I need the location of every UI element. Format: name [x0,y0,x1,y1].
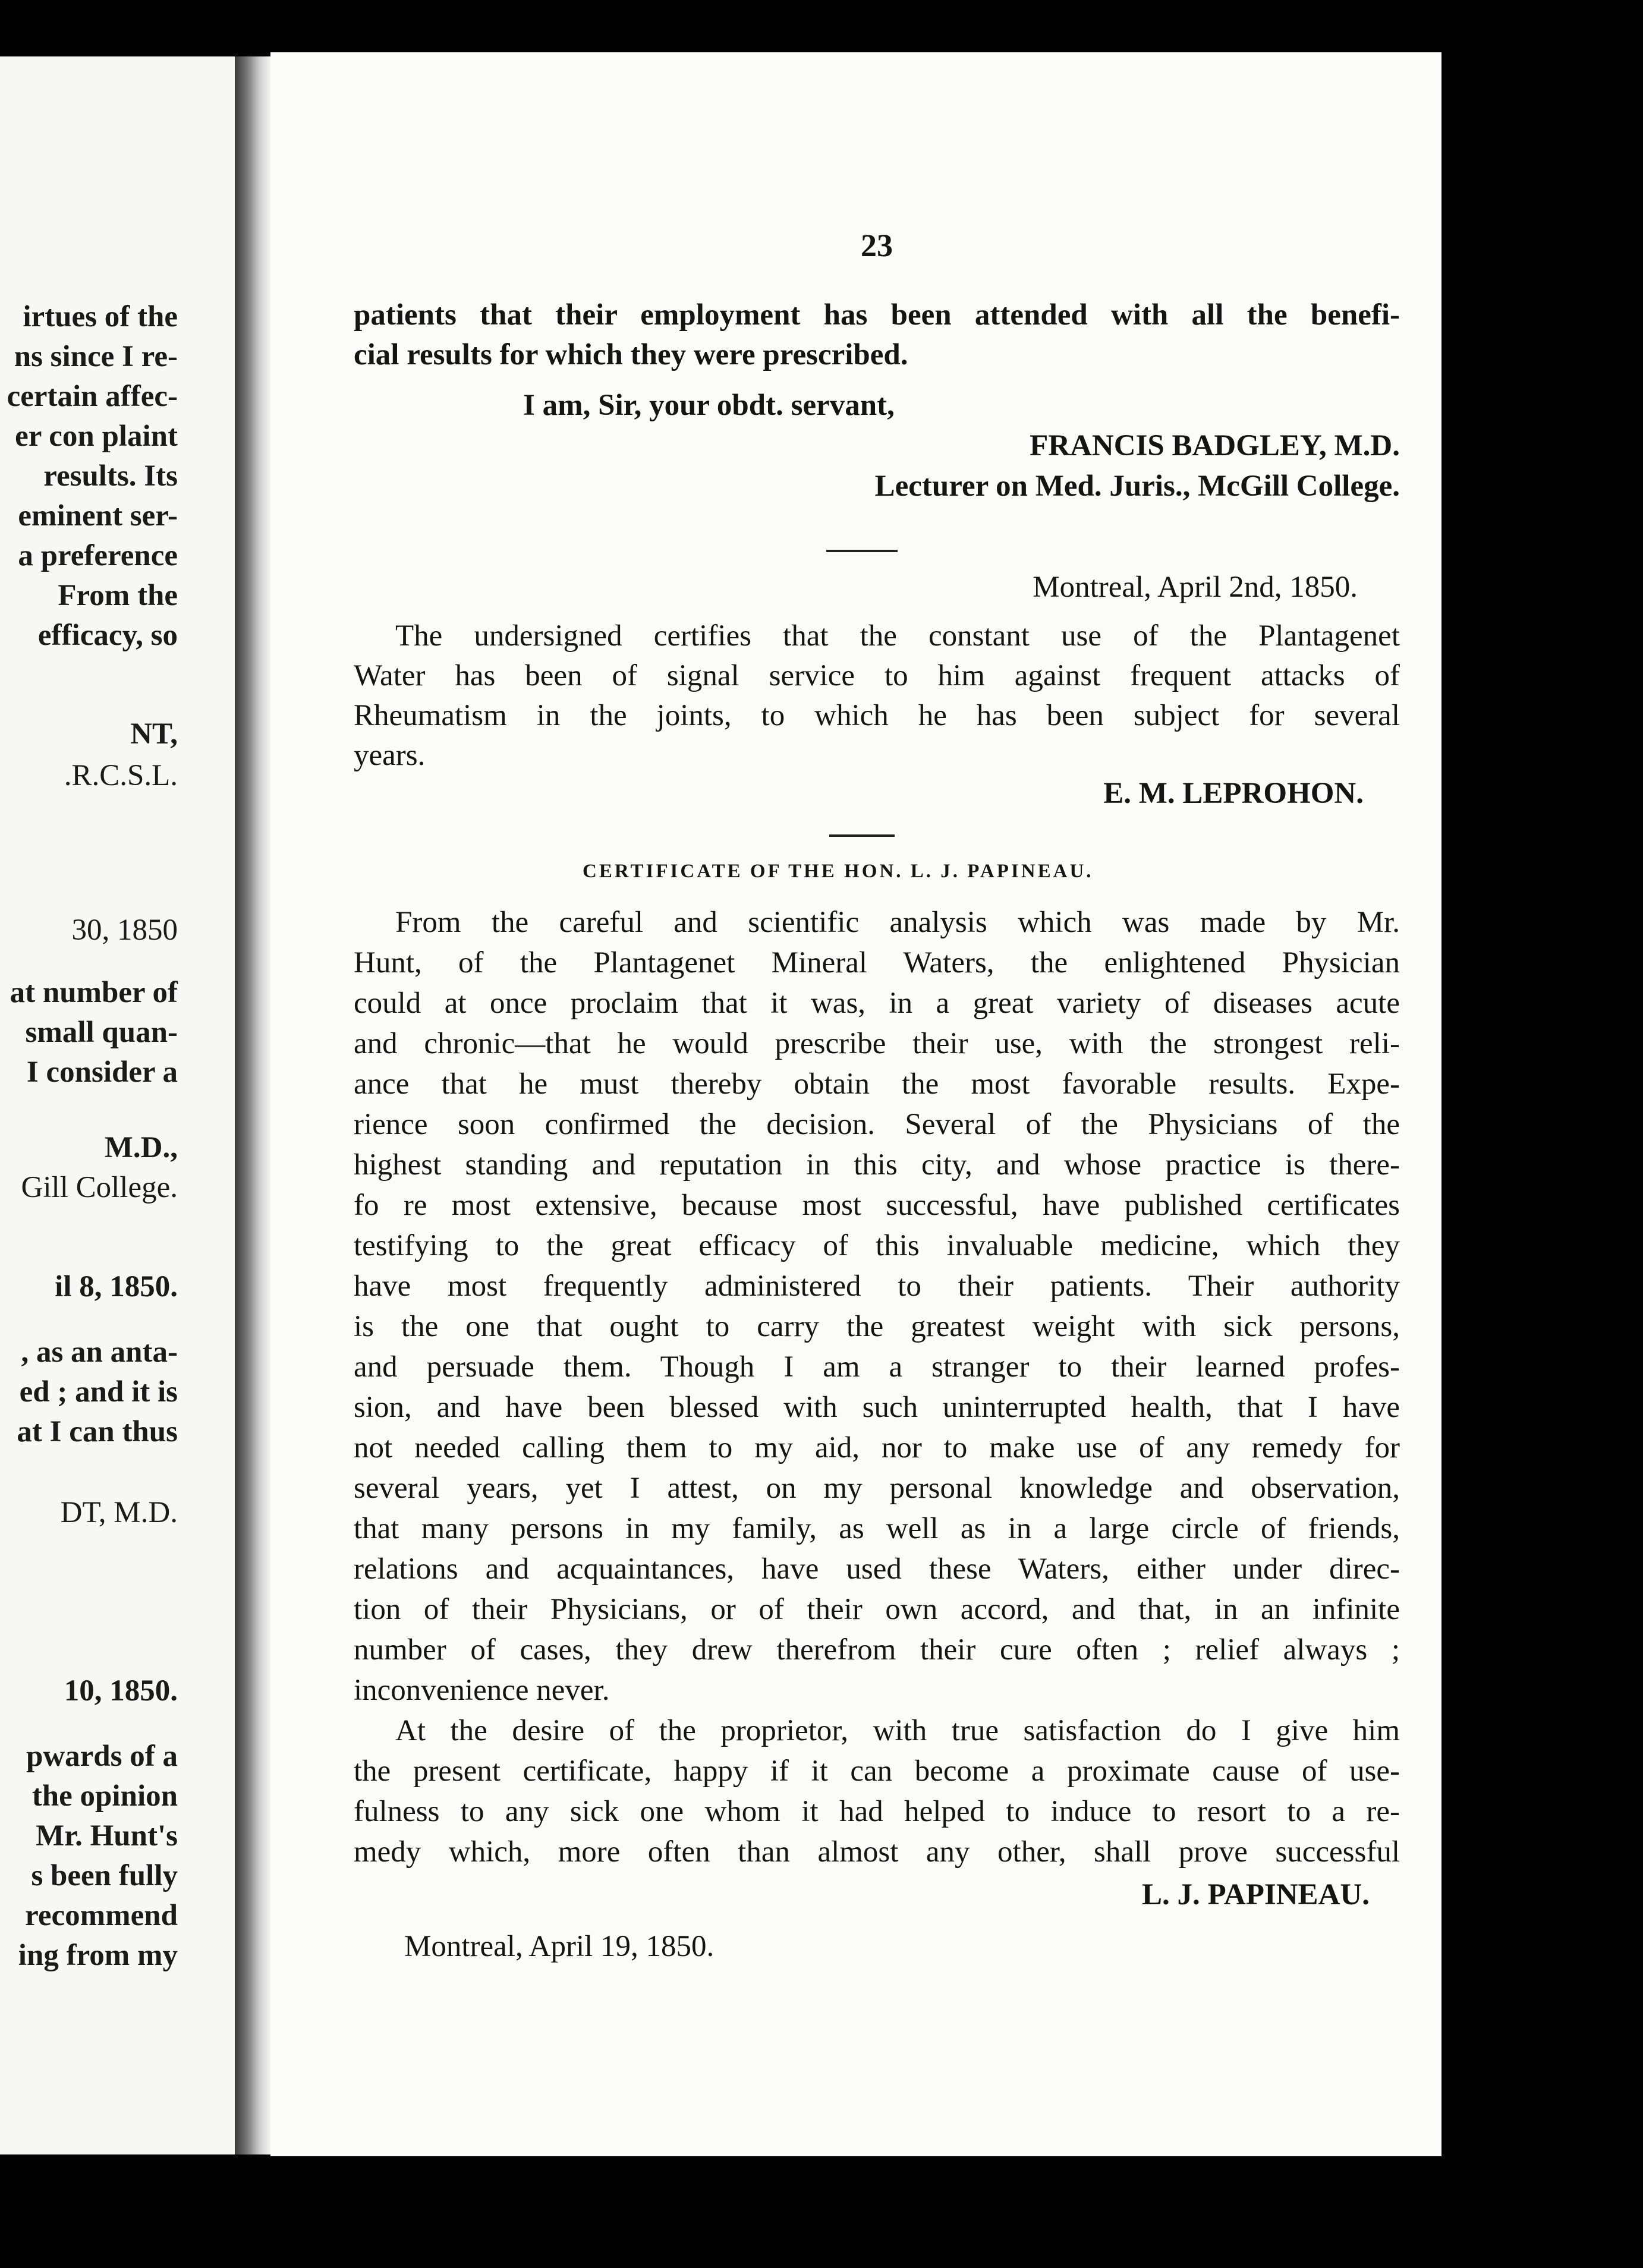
paragraph-line: is the one that ought to carry the greatest weight with sick persons, [354,1310,1400,1343]
left-text-line: Mr. Hunt's [36,1819,178,1853]
letter-closing: I am, Sir, your obdt. servant, [523,389,895,422]
left-text-line: M.D., [104,1131,178,1164]
paragraph-line: relations and acquaintances, have used these Waters, either under direc- [354,1552,1400,1586]
date-leprohon: Montreal, April 2nd, 1850. [1033,571,1358,604]
paragraph-line: several years, yet I attest, on my personal knowledge and observation, [354,1472,1400,1505]
left-text-line: Gill College. [21,1171,178,1204]
date-papineau: Montreal, April 19, 1850. [404,1930,715,1963]
left-text-line: irtues of the [23,300,178,333]
left-text-line: .R.C.S.L. [64,759,178,792]
paragraph-line: could at once proclaim that it was, in a great variety of diseases acute [354,987,1400,1020]
section-divider [826,550,898,552]
page-number: 23 [861,228,893,263]
signature-title: Lecturer on Med. Juris., McGill College. [874,470,1400,503]
paragraph-line: testifying to the great efficacy of this invaluable medicine, which they [354,1229,1400,1262]
left-text-line: results. Its [43,459,178,493]
left-text-line: efficacy, so [37,619,178,652]
left-text-line: , as an anta- [21,1335,178,1369]
paragraph-line: not needed calling them to my aid, nor to make use of any remedy for [354,1431,1400,1464]
paragraph-line: have most frequently administered to their patients. Their authority [354,1270,1400,1303]
paragraph-line: and chronic—that he would prescribe their use, with the strongest reli- [354,1027,1400,1060]
certificate-line: Rheumatism in the joints, to which he has been subject for several [354,699,1400,732]
left-text-line: at number of [10,976,178,1009]
paragraph-line: inconvenience never. [354,1674,610,1707]
paragraph-line: that many persons in my family, as well as in a large circle of friends, [354,1512,1400,1545]
left-text-line: NT, [130,717,178,751]
left-text-line: 30, 1850 [71,914,178,947]
left-text-line: small quan- [25,1016,178,1049]
letter-line: cial results for which they were prescribed. [354,338,908,371]
left-text-line: ed ; and it is [19,1375,178,1409]
left-text-line: the opinion [32,1779,178,1813]
left-text-line: a preference [18,539,178,572]
paragraph-line: sion, and have been blessed with such uninterrupted health, that I have [354,1391,1400,1424]
paragraph-line: highest standing and reputation in this city, and whose practice is there- [354,1148,1400,1182]
left-text-line: il 8, 1850. [55,1270,178,1303]
left-text-line: ing from my [18,1939,178,1972]
book-gutter [235,56,270,2154]
left-text-line: pwards of a [26,1740,178,1773]
left-text-line: at I can thus [17,1415,178,1448]
signature-badgley: FRANCIS BADGLEY, M.D. [1030,429,1400,462]
paragraph-line: the present certificate, happy if it can become a proximate cause of use- [354,1754,1400,1788]
left-text-line: certain affec- [7,380,178,413]
signature-leprohon: E. M. LEPROHON. [1103,777,1364,810]
left-text-line: I consider a [26,1056,178,1089]
paragraph-line: From the careful and scientific analysis which was made by Mr. [395,906,1400,939]
section-divider [829,834,895,837]
paragraph-line: Hunt, of the Plantagenet Mineral Waters, the enlightened Physician [354,946,1400,979]
paragraph-line: At the desire of the proprietor, with true satisfaction do I give him [395,1714,1400,1747]
paragraph-line: and persuade them. Though I am a stranger to their learned profes- [354,1350,1400,1384]
left-page [0,56,235,2154]
left-text-line: recommend [25,1899,178,1932]
certificate-line: Water has been of signal service to him against frequent attacks of [354,659,1400,692]
letter-line: patients that their employment has been attended with all the benefi- [354,298,1400,332]
certificate-line: years. [354,739,426,772]
left-text-line: DT, M.D. [60,1496,178,1529]
left-text-line: From the [58,579,178,612]
left-text-line: ns since I re- [14,340,178,373]
paragraph-line: tion of their Physicians, or of their own accord, and that, in an infinite [354,1593,1400,1626]
certificate-heading: CERTIFICATE OF THE HON. L. J. PAPINEAU. [583,861,1094,882]
paragraph-line: fo re most extensive, because most successful, have published certificates [354,1189,1400,1222]
left-text-line: 10, 1850. [64,1674,178,1708]
left-text-line: er con plaint [15,420,178,453]
certificate-line: The undersigned certifies that the constant use of the Plantagenet [395,619,1400,653]
left-text-line: eminent ser- [18,499,178,533]
left-text-line: s been fully [31,1859,178,1892]
paragraph-line: rience soon confirmed the decision. Several of the Physicians of the [354,1108,1400,1141]
paragraph-line: medy which, more often than almost any other, shall prove successful [354,1835,1400,1869]
paragraph-line: number of cases, they drew therefrom their cure often ; relief always ; [354,1633,1400,1667]
paragraph-line: ance that he must thereby obtain the most favorable results. Expe- [354,1067,1400,1101]
signature-papineau: L. J. PAPINEAU. [1142,1878,1370,1911]
paragraph-line: fulness to any sick one whom it had helped to induce to resort to a re- [354,1795,1400,1828]
